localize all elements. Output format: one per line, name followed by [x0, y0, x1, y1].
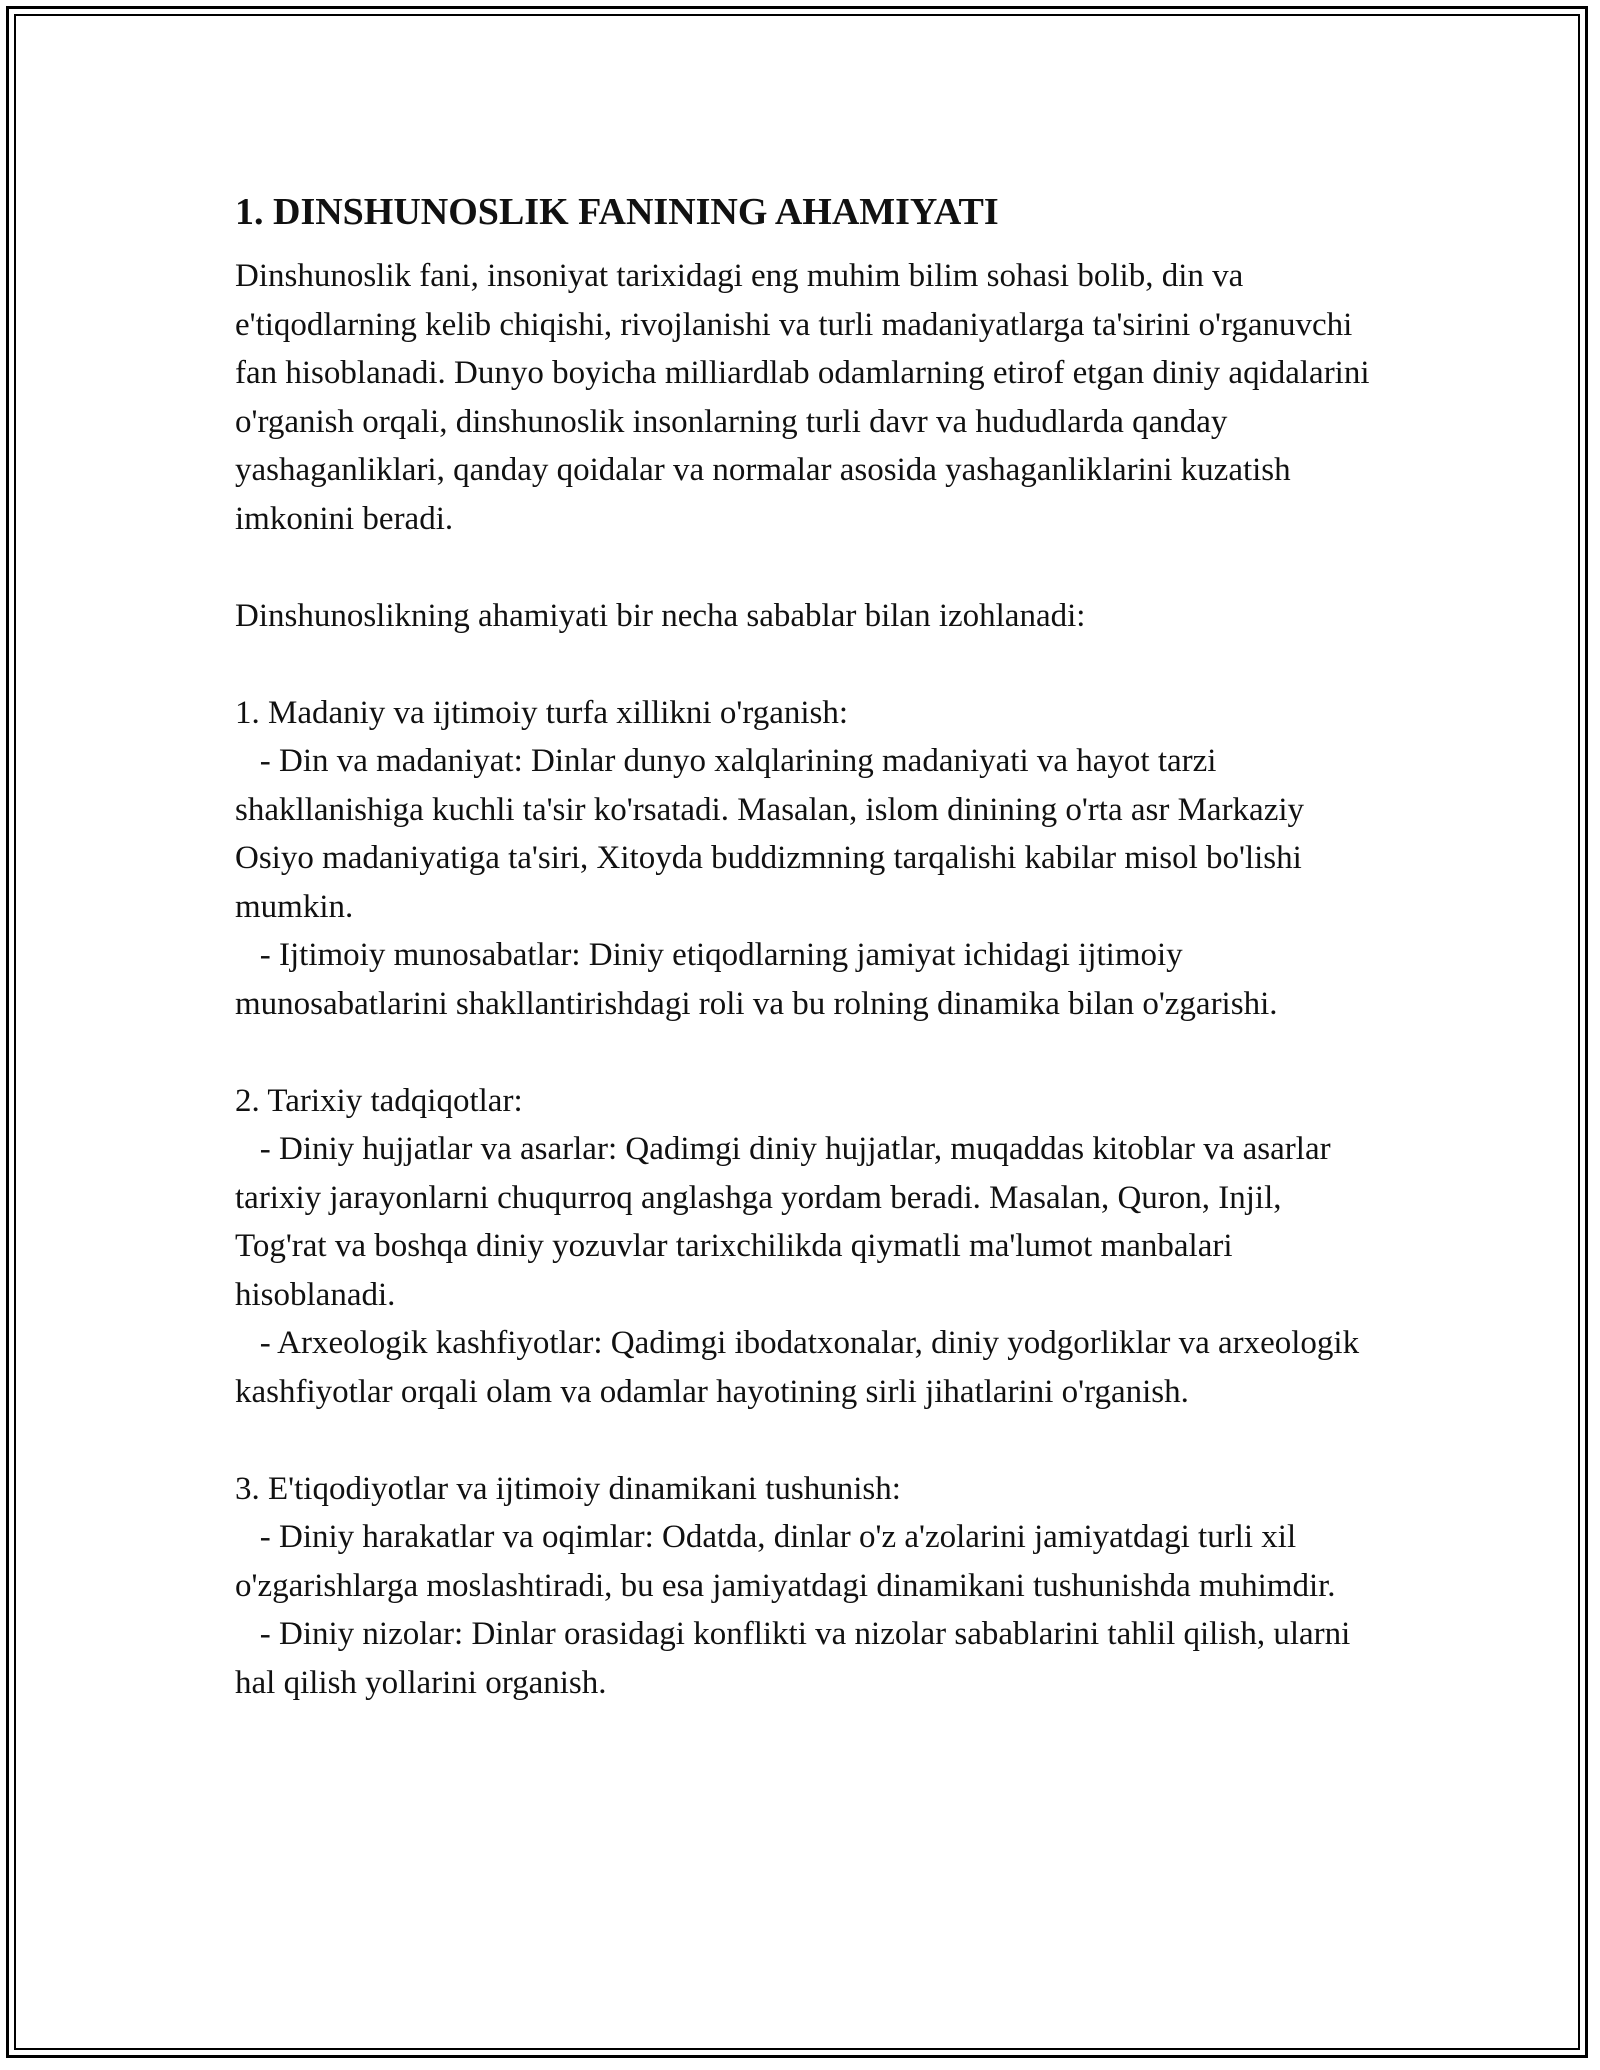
document-title: 1. DINSHUNOSLIK FANINING AHAMIYATI	[235, 191, 999, 233]
section-heading: 1. Madaniy va ijtimoiy turfa xillikni o'rganish:	[235, 694, 849, 731]
bullet-item: - Arxeologik kashfiyotlar: Qadimgi ibodatxonalar, diniy yodgorliklar va arxeologik kashfiyotlar orqali olam va odamlar hayotining sirli jihatlarini o'rganish.	[235, 1325, 1368, 1410]
bullet-item: - Diniy hujjatlar va asarlar: Qadimgi diniy hujjatlar, muqaddas kitoblar va asarlar tarixiy jarayonlarni chuqurroq anglashga yordam beradi. Masalan, Quron, Injil, Tog'rat va boshqa diniy yozuvlar tarixchilikda qiymatli ma'lumot manbalari hisoblanadi.	[235, 1131, 1339, 1313]
bullet-item: - Din va madaniyat: Dinlar dunyo xalqlarining madaniyati va hayot tarzi shakllanishiga kuchli ta'sir ko'rsatadi. Masalan, islom dinining o'rta asr Markaziy Osiyo madaniyatiga ta'siri, Xitoyda buddizmning tarqalishi kabilar misol bo'lishi mumkin.	[235, 743, 1313, 925]
section-heading: 3. E'tiqodiyotlar va ijtimoiy dinamikani tushunish:	[235, 1470, 901, 1507]
section-3	[235, 1465, 1375, 1708]
bullet-item: - Ijtimoiy munosabatlar: Diniy etiqodlarning jamiyat ichidagi ijtimoiy munosabatlarini shakllantirishdagi roli va bu rolning dinamika bilan o'zgarishi.	[235, 937, 1278, 1022]
section-2	[235, 1077, 1375, 1417]
intro-paragraph: Dinshunoslik fani, insoniyat tarixidagi eng muhim bilim sohasi bolib, din va e'tiqodlarning kelib chiqishi, rivojlanishi va turli madaniyatlarga ta'sirini o'rganuvchi fan hisoblanadi. Dunyo boyicha milliardlab odamlarning etirof etgan diniy aqidalarini o'rganish orqali, dinshunoslik insonlarning turli davr va hududlarda qanday yashaganliklari, qanday qoidalar va normalar asosida yashaganliklarini kuzatish imkonini beradi.	[235, 258, 1378, 537]
document-body	[235, 188, 1378, 1707]
section-1	[235, 689, 1375, 1029]
bullet-item: - Diniy nizolar: Dinlar orasidagi konflikti va nizolar sabablarini tahlil qilish, ularni hal qilish yollarini organish.	[235, 1616, 1359, 1701]
section-heading: 2. Tarixiy tadqiqotlar:	[235, 1082, 523, 1119]
lead-paragraph: Dinshunoslikning ahamiyati bir necha sabablar bilan izohlanadi:	[235, 597, 1086, 634]
bullet-item: - Diniy harakatlar va oqimlar: Odatda, dinlar o'z a'zolarini jamiyatdagi turli xil o'zgarishlarga moslashtiradi, bu esa jamiyatdagi dinamikani tushunishda muhimdir.	[235, 1519, 1336, 1604]
